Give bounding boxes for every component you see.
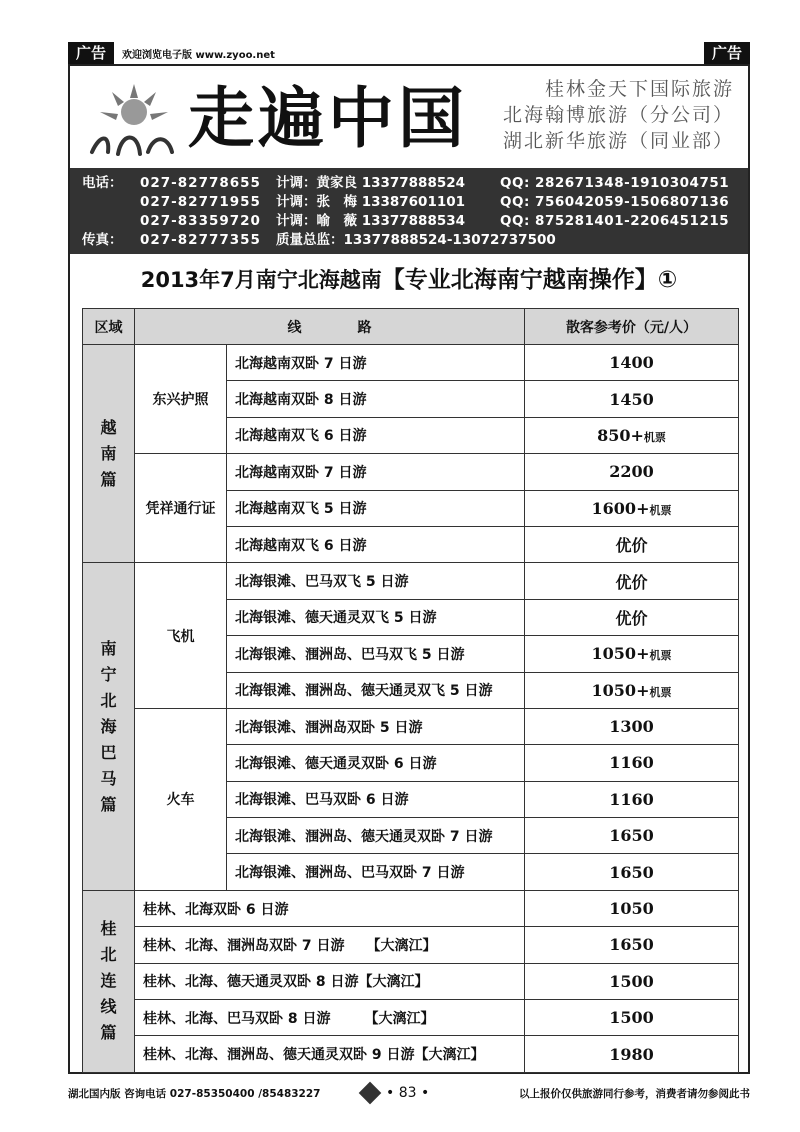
table-row (83, 345, 739, 381)
route-cell: 北海越南双飞 6 日游 (227, 417, 525, 453)
welcome-text[interactable]: 欢迎浏览电子版 www.zyoo.net (122, 50, 275, 61)
fax-label: 传真： (82, 232, 123, 248)
title-bracket: 【专业北海南宁越南操作】① (381, 267, 678, 293)
coordinator: 计调：黄家良 13377888524 (276, 175, 466, 191)
price-cell: 1400 (525, 345, 739, 381)
route-cell: 北海银滩、德天通灵双飞 5 日游 (227, 599, 525, 635)
price-cell: 1650 (525, 927, 739, 963)
route-cell: 北海越南双卧 8 日游 (227, 381, 525, 417)
route-cell: 北海越南双飞 6 日游 (227, 526, 525, 562)
page-number: • 83 • (362, 1083, 429, 1103)
route-cell: 桂林、北海双卧 6 日游 (135, 890, 525, 926)
ad-frame (68, 64, 750, 1074)
ad-label-right: 广告 (704, 42, 750, 64)
phone-number: 027-83359720 (140, 213, 261, 229)
brand-logo-text: 走遍中国 (188, 79, 468, 157)
route-cell: 北海银滩、涠洲岛、德天通灵双飞 5 日游 (227, 672, 525, 708)
banner (70, 66, 748, 168)
price-cell: 1600+机票 (525, 490, 739, 526)
page-number-icon (359, 1082, 382, 1105)
table-row (83, 890, 739, 926)
group-flight: 飞机 (135, 563, 227, 709)
price-cell: 1500 (525, 963, 739, 999)
table-row (83, 454, 739, 490)
region-nanning-beihai-bama: 南 宁 北 海 巴 马 篇 (83, 563, 135, 891)
contact-row (70, 192, 748, 212)
price-cell: 1050+机票 (525, 636, 739, 672)
region-vietnam: 越 南 篇 (83, 345, 135, 563)
group-train: 火车 (135, 708, 227, 890)
contact-label: 电话： (82, 175, 123, 191)
fax-number: 027-82777355 (140, 232, 261, 248)
route-cell: 北海银滩、巴马双卧 6 日游 (227, 781, 525, 817)
route-note: 【大漓江】 (366, 937, 437, 954)
qq-numbers: QQ: 282671348-1910304751 (500, 175, 730, 191)
phone-number: 027-82771955 (140, 194, 261, 210)
price-table (82, 308, 739, 1073)
route-cell: 北海银滩、巴马双飞 5 日游 (227, 563, 525, 599)
agency-name: 湖北新华旅游（同业部） (502, 130, 734, 152)
group-pingxiang-permit: 凭祥通行证 (135, 454, 227, 563)
coordinator: 计调：喻 薇 13377888534 (276, 213, 466, 229)
contact-bar (70, 168, 748, 254)
price-cell: 1980 (525, 1036, 739, 1072)
price-cell: 1050+机票 (525, 672, 739, 708)
route-cell: 桂林、北海、巴马双卧 8 日游 【大漓江】 (135, 1000, 525, 1036)
qq-numbers: QQ: 875281401-2206451215 (500, 213, 730, 229)
phone-number: 027-82778655 (140, 175, 261, 191)
route-cell: 北海银滩、涠洲岛双卧 5 日游 (227, 708, 525, 744)
price-cell: 1650 (525, 818, 739, 854)
route-cell: 北海越南双飞 5 日游 (227, 490, 525, 526)
title-main: 2013年7月南宁北海越南 (140, 268, 382, 292)
route-cell: 桂林、北海、德天通灵双卧 8 日游【大漓江】 (135, 963, 525, 999)
price-cell: 1500 (525, 1000, 739, 1036)
coordinator: 计调：张 梅 13387601101 (276, 194, 466, 210)
table-row (83, 927, 739, 963)
header-price: 散客参考价（元/人） (525, 309, 739, 345)
qq-numbers: QQ: 756042059-1506807136 (500, 194, 730, 210)
header-route: 线 路 (135, 309, 525, 345)
agency-name: 北海翰博旅游（分公司） (502, 104, 734, 126)
table-row (83, 563, 739, 599)
route-note: 【大漓江】 (358, 974, 429, 991)
ad-label-left: 广告 (68, 42, 114, 64)
header-region: 区域 (83, 309, 135, 345)
price-cell: 1160 (525, 781, 739, 817)
route-cell: 北海银滩、涠洲岛、巴马双飞 5 日游 (227, 636, 525, 672)
table-header-row (83, 309, 739, 345)
contact-row (70, 173, 748, 193)
route-cell: 北海银滩、涠洲岛、巴马双卧 7 日游 (227, 854, 525, 890)
page-footer (68, 1084, 750, 1104)
route-cell: 北海越南双卧 7 日游 (227, 454, 525, 490)
footer-edition-info: 湖北国内版 咨询电话 027-85350400 /85483227 (68, 1088, 321, 1100)
region-guilin-beihai: 桂 北 连 线 篇 (83, 890, 135, 1072)
price-cell: 2200 (525, 454, 739, 490)
price-cell: 1300 (525, 708, 739, 744)
price-cell: 优价 (525, 526, 739, 562)
table-row (83, 1000, 739, 1036)
price-cell: 1650 (525, 854, 739, 890)
route-cell: 桂林、北海、涠洲岛双卧 7 日游 【大漓江】 (135, 927, 525, 963)
price-cell: 1050 (525, 890, 739, 926)
table-row (83, 963, 739, 999)
quality-director: 质量总监：13377888524-13072737500 (276, 232, 556, 248)
route-note: 【大漓江】 (364, 1010, 435, 1027)
agency-name: 桂林金天下国际旅游 (544, 78, 734, 100)
route-cell: 北海银滩、德天通灵双卧 6 日游 (227, 745, 525, 781)
route-cell: 北海银滩、涠洲岛、德天通灵双卧 7 日游 (227, 818, 525, 854)
route-note: 【大漓江】 (414, 1047, 485, 1064)
price-cell: 1160 (525, 745, 739, 781)
contact-row (70, 230, 748, 250)
price-cell: 优价 (525, 563, 739, 599)
price-cell: 1450 (525, 381, 739, 417)
agency-list (503, 76, 734, 154)
table-row (83, 708, 739, 744)
table-row (83, 1036, 739, 1072)
price-cell: 优价 (525, 599, 739, 635)
route-cell: 北海越南双卧 7 日游 (227, 345, 525, 381)
logo-icon (82, 76, 182, 162)
page-title (70, 262, 748, 299)
contact-row (70, 211, 748, 231)
price-cell: 850+机票 (525, 417, 739, 453)
footer-disclaimer: 以上报价仅供旅游同行参考，消费者请勿参阅此书 (519, 1088, 750, 1100)
route-cell: 桂林、北海、涠洲岛、德天通灵双卧 9 日游【大漓江】 (135, 1036, 525, 1072)
group-dongxing-passport: 东兴护照 (135, 345, 227, 454)
